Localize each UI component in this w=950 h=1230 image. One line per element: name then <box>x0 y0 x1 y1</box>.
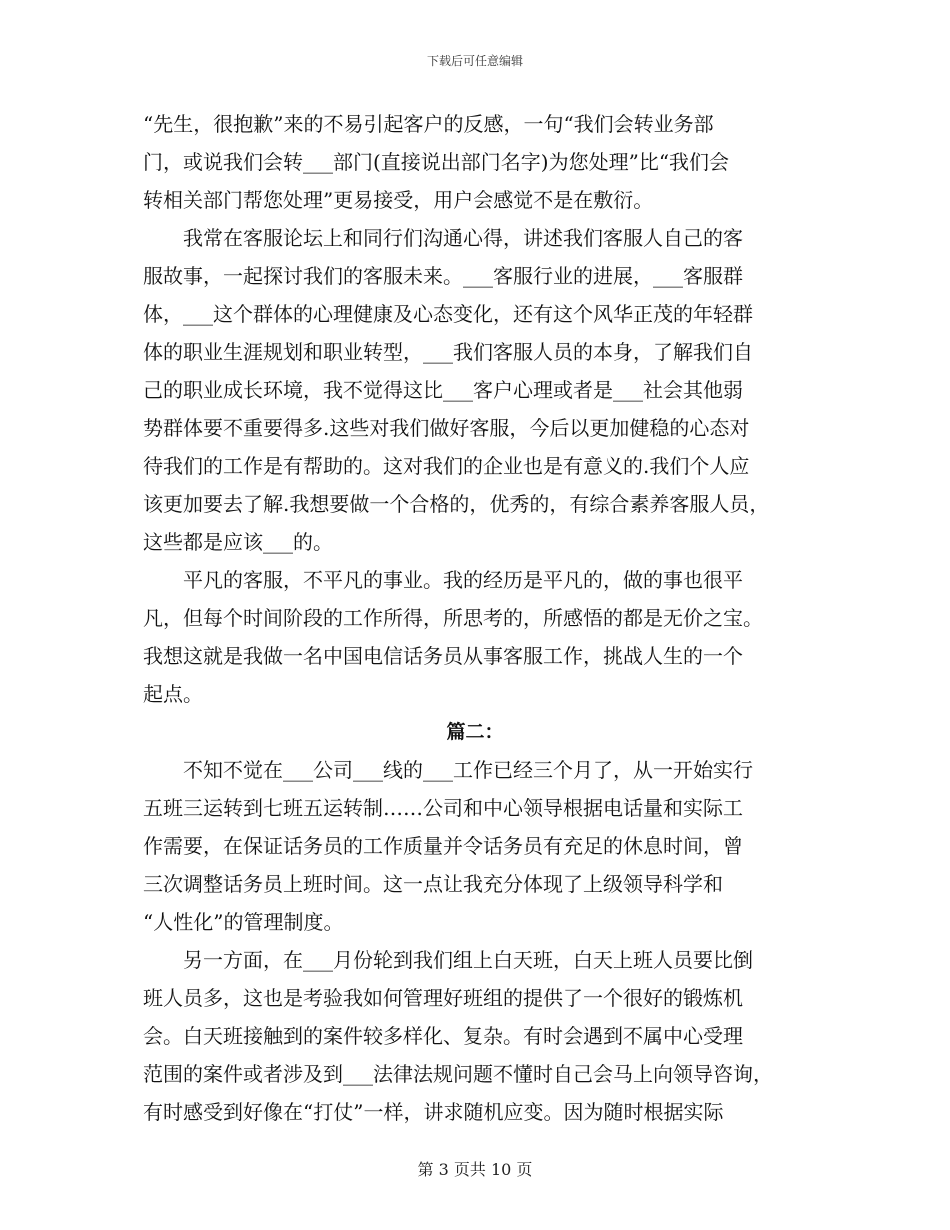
text-line: 服故事，一起探讨我们的客服未来。___客服行业的进展，___客服群 <box>143 264 743 288</box>
text-line: 范围的案件或者涉及到___法律法规问题不懂时自己会马上向领导咨询， <box>143 1062 773 1086</box>
text-line: 作需要，在保证话务员的工作质量并令话务员有充足的休息时间，曾 <box>143 834 743 858</box>
text-line: 转相关部门帮您处理”更易接受，用户会感觉不是在敷衍。 <box>143 188 654 212</box>
text-line: 五班三运转到七班五运转制……公司和中心领导根据电话量和实际工 <box>143 796 743 820</box>
text-line: 不知不觉在___公司___线的___工作已经三个月了，从一开始实行 <box>143 758 753 782</box>
text-line: 待我们的工作是有帮助的。这对我们的企业也是有意义的.我们个人应 <box>143 454 750 478</box>
text-line: 三次调整话务员上班时间。这一点让我充分体现了上级领导科学和 <box>143 872 723 896</box>
text-line: “人性化”的管理制度。 <box>143 910 344 934</box>
text-line: 体，___这个群体的心理健康及心态变化，还有这个风华正茂的年轻群 <box>143 302 753 326</box>
text-line: “先生，很抱歉”来的不易引起客户的反感，一句“我们会转业务部 <box>143 112 714 136</box>
text-line: 起点。 <box>143 682 203 706</box>
text-line: 另一方面，在___月份轮到我们组上白天班，白天上班人员要比倒 <box>143 948 753 972</box>
text-line: 平凡的客服，不平凡的事业。我的经历是平凡的，做的事也很平 <box>143 568 743 592</box>
text-line: 己的职业成长环境，我不觉得这比___客户心理或者是___社会其他弱 <box>143 378 743 402</box>
text-line: 这些都是应该___的。 <box>143 530 333 554</box>
text-line: 有时感受到好像在“打仗”一样，讲求随机应变。因为随时根据实际 <box>143 1100 724 1124</box>
section-heading: 篇二： <box>446 721 504 743</box>
text-line: 势群体要不重要得多.这些对我们做好客服，今后以更加健稳的心态对 <box>143 416 750 440</box>
text-line: 班人员多，这也是考验我如何管理好班组的提供了一个很好的锻炼机 <box>143 986 743 1010</box>
text-line: 凡，但每个时间阶段的工作所得，所思考的，所感悟的都是无价之宝。 <box>143 606 763 630</box>
text-line: 门，或说我们会转___部门(直接说出部门名字)为您处理”比“我们会 <box>143 150 730 174</box>
page-header: 下载后可任意编辑 <box>426 54 523 68</box>
page-footer: 第 3 页共 10 页 <box>417 1160 533 1179</box>
text-line: 体的职业生涯规划和职业转型，___我们客服人员的本身，了解我们自 <box>143 340 753 364</box>
text-line: 我想这就是我做一名中国电信话务员从事客服工作，挑战人生的一个 <box>143 644 743 668</box>
text-line: 该更加要去了解.我想要做一个合格的，优秀的，有综合素养客服人员， <box>143 492 770 516</box>
text-line: 我常在客服论坛上和同行们沟通心得，讲述我们客服人自己的客 <box>143 226 743 250</box>
text-line: 会。白天班接触到的案件较多样化、复杂。有时会遇到不属中心受理 <box>143 1024 743 1048</box>
